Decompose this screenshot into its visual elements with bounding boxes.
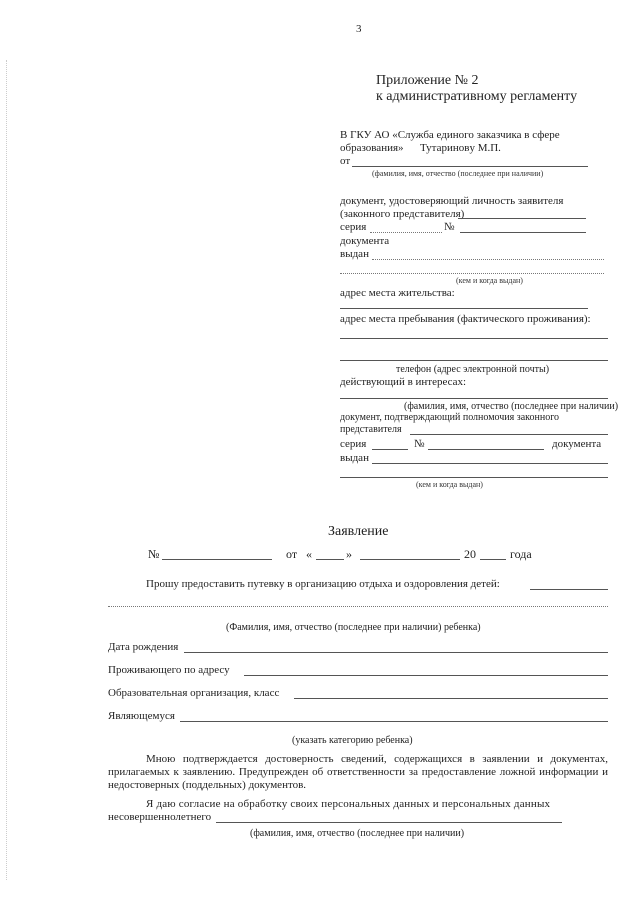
child-name-line [108, 606, 608, 607]
category-line [180, 721, 608, 722]
number-line [460, 232, 586, 233]
issued-line-2 [340, 273, 604, 274]
id-doc-line-1: документ, удостоверяющий личность заявителя [340, 195, 564, 207]
residence-label: адрес места жительства: [340, 287, 455, 299]
series-2-line [372, 449, 408, 450]
acting-line [340, 398, 608, 399]
addressee-line-1: В ГКУ АО «Служба единого заказчика в сфере [340, 129, 560, 141]
year-prefix: 20 [464, 547, 476, 561]
phone-hint: телефон (адрес электронной почты) [396, 364, 550, 375]
issued-2-line-2 [340, 477, 608, 478]
id-doc-line-2: (законного представителя) [340, 208, 465, 220]
hint-issued-2: (кем и когда выдан) [416, 480, 483, 489]
category-label: Являющемуся [108, 710, 175, 722]
hint-fio: (фамилия, имя, отчество (последнее при наличии) [372, 169, 544, 178]
confirmation-paragraph: Мною подтверждается достоверность сведений, содержащихся в заявлении и документах, прилагаемых к заявлению. Предупрежден об ответственности за предоставление ложной информации и недостоверных (поддельных) документов. [108, 753, 608, 791]
birth-label: Дата рождения [108, 641, 179, 653]
stay-label: адрес места пребывания (фактического проживания): [340, 313, 591, 325]
series-label: серия [340, 221, 367, 233]
id-doc-line [458, 218, 586, 219]
document-2-label: документа [552, 438, 602, 450]
residence-line [340, 308, 588, 309]
issued-label: выдан [340, 248, 369, 260]
year-suffix: года [510, 547, 532, 561]
hint-fio-2: (фамилия, имя, отчество (последнее при наличии) [404, 401, 619, 412]
number-2-label: № [414, 438, 425, 450]
stay-line-2 [340, 360, 608, 361]
rep-doc-line-1: документ, подтверждающий полномочия законного [340, 412, 560, 423]
school-label: Образовательная организация, класс [108, 687, 280, 699]
document-label: документа [340, 235, 390, 247]
year-line [480, 559, 506, 560]
rep-doc-line [410, 434, 608, 435]
hint-issued: (кем и когда выдан) [456, 276, 523, 285]
quote-open: « [306, 547, 312, 561]
month-line [360, 559, 460, 560]
addressee-line-2b: Тутариновy М.П. [420, 142, 501, 154]
page-number: 3 [356, 23, 362, 35]
number-2-line [428, 449, 544, 450]
series-2-label: серия [340, 438, 367, 450]
hint-child: (Фамилия, имя, отчество (последнее при наличии) ребенка) [226, 622, 481, 633]
consent-paragraph: Я даю согласие на обработку своих персональных данных и персональных данных [146, 798, 551, 810]
request-text: Прошу предоставить путевку в организацию отдыха и оздоровления детей: [146, 578, 500, 590]
scan-edge-artifact [6, 60, 7, 880]
appendix-line-2: к административному регламенту [376, 89, 578, 104]
series-line [370, 232, 442, 233]
issued-2-label: выдан [340, 452, 369, 464]
from-label: от [340, 155, 351, 167]
quote-close: » [346, 547, 352, 561]
address-line [244, 675, 608, 676]
hint-category: (указать категорию ребенка) [292, 735, 413, 746]
address-label: Проживающего по адресу [108, 664, 230, 676]
appendix-line-1: Приложение № 2 [376, 73, 479, 88]
rep-doc-line-2: представителя [340, 424, 402, 435]
acting-label: действующий в интересах: [340, 376, 467, 388]
birth-line [184, 652, 608, 653]
number-label: № [444, 221, 455, 233]
consent-minor-label: несовершеннолетнего [108, 811, 212, 823]
stay-line-1 [340, 338, 608, 339]
statement-title: Заявление [328, 524, 389, 539]
issued-line [372, 259, 604, 260]
issued-2-line [372, 463, 608, 464]
statement-number-line [162, 559, 272, 560]
request-line [530, 589, 608, 590]
addressee-line-2a: образования» [340, 142, 404, 154]
consent-line [216, 822, 562, 823]
statement-number-label: № [148, 547, 160, 561]
statement-from-label: от [286, 547, 298, 561]
day-line [316, 559, 344, 560]
from-line [352, 166, 588, 167]
school-line [294, 698, 608, 699]
hint-fio-3: (фамилия, имя, отчество (последнее при наличии) [250, 828, 465, 839]
